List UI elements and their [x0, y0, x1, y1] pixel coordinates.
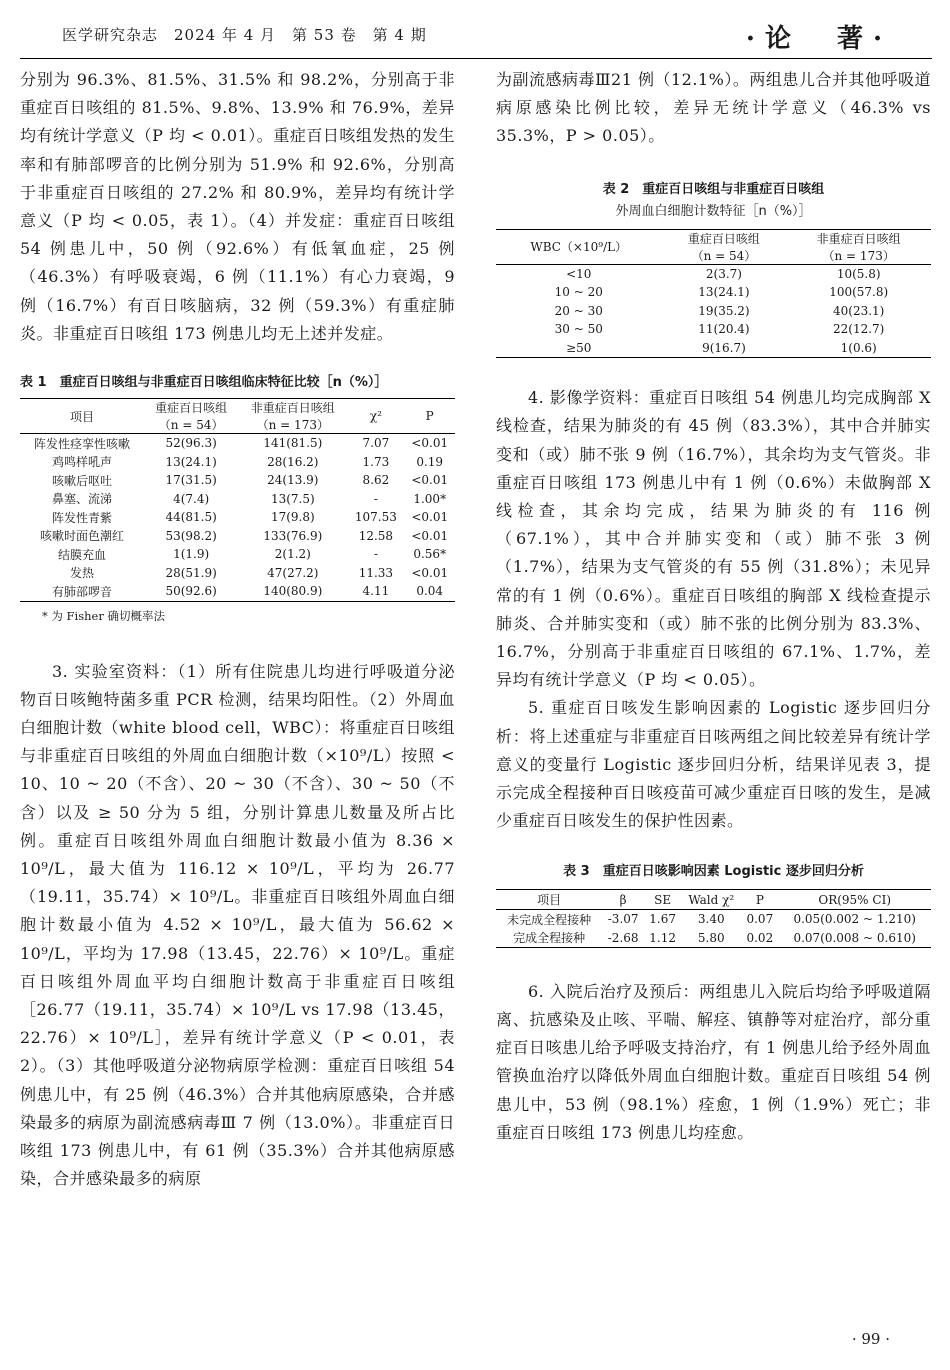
table2-header-wbc: WBC（×10⁹/L） — [530, 240, 628, 255]
table-cell: 10(5.8) — [836, 266, 881, 281]
table-row — [20, 545, 455, 564]
table-row — [20, 508, 455, 527]
table-cell: <0.01 — [411, 473, 449, 488]
table-cell: 发热 — [69, 566, 94, 581]
table3-header-beta: β — [619, 892, 627, 907]
table-cell: 0.02 — [746, 930, 774, 945]
table-row — [20, 564, 455, 583]
table-cell: 12.58 — [358, 528, 394, 543]
table3-header-or: OR(95% CI) — [818, 892, 892, 907]
table-row — [496, 909, 931, 928]
table-row — [496, 339, 931, 358]
table-cell: <0.01 — [411, 510, 449, 525]
header-rule — [20, 58, 932, 59]
table2-title-line1: 表 2 重症百日咳组与非重症百日咳组 — [602, 181, 825, 197]
table-cell: 0.19 — [416, 454, 444, 469]
table-cell: -3.07 — [607, 912, 639, 927]
table-cell: 阵发性痉挛性咳嗽 — [33, 436, 130, 451]
table1-header-p: P — [425, 409, 434, 424]
table-row — [20, 453, 455, 472]
table-cell: <10 — [566, 266, 592, 281]
table1-header-severe — [144, 399, 238, 434]
table-cell: 有肺部啰音 — [51, 584, 112, 599]
table-row — [20, 490, 455, 509]
table-cell: 24(13.9) — [267, 473, 319, 488]
table-cell: 140(80.9) — [263, 584, 323, 599]
right-column — [496, 66, 931, 1147]
table-cell: 4(7.4) — [173, 491, 210, 506]
table-cell: 0.05(0.002 ~ 1.210) — [793, 912, 916, 927]
table-cell: 30 ~ 50 — [554, 322, 603, 337]
table-cell: 1(0.6) — [840, 340, 877, 355]
table-cell: 0.56* — [413, 547, 447, 562]
table-row — [20, 471, 455, 490]
table-cell: 13(7.5) — [270, 491, 315, 506]
table-cell: 11.33 — [358, 565, 394, 580]
table-cell: 4.11 — [362, 584, 390, 599]
table-cell: <0.01 — [411, 436, 449, 451]
table-cell: 9(16.7) — [702, 340, 746, 355]
table3-header-item: 项目 — [537, 893, 562, 908]
table-cell: 鸡鸣样吼声 — [51, 455, 112, 470]
table1-title: 表 1 重症百日咳组与非重症百日咳组临床特征比较［n（%）］ — [20, 375, 388, 391]
table-cell: - — [373, 491, 378, 506]
table-cell: 22(12.7) — [833, 322, 885, 337]
table-cell: 107.53 — [354, 510, 397, 525]
section-label: ·论 著· — [745, 24, 892, 54]
imaging-paragraph: 4. 影像学资料：重症百日咳组 54 例患儿均完成胸部 X 线检查，结果为肺炎的有 45 例（83.3%），其中合并肺实变和（或）肺不张 9 例（16.7%），其余均为支气管炎。非重症百日咳组 173 例患儿中有 1 例（0.6%）未做胸部 X 线检查，其余均完成，结果为肺炎的有 116 例（67.1%），其中合并肺实变和（或）肺不张 3 例（1.7%），结果为支气管炎的有 55 例（31.8%）；未见异常的有 1 例（0.6%）。重症百日咳组的胸部 X 线检查提示肺炎、合并肺实变和（或）肺不张的比例分别为 83.3%、16.7%，分别高于非重症百日咳组的 67.1%、1.7%，差异均有统计学意义（P 均 < 0.05）。 — [496, 388, 931, 690]
table-row — [496, 320, 931, 339]
table-cell: 44(81.5) — [165, 510, 217, 525]
table-cell: 141(81.5) — [263, 436, 323, 451]
table3-header-se: SE — [654, 892, 672, 907]
table-cell: 28(16.2) — [267, 454, 319, 469]
table-row — [496, 928, 931, 947]
table-cell: 鼻塞、流涕 — [51, 492, 112, 507]
table-cell: 结膜充血 — [57, 547, 106, 562]
table2-header-nonsevere-label: 非重症百日咳组 — [816, 231, 901, 246]
table-row — [20, 434, 455, 453]
table-cell: 1(1.9) — [173, 547, 210, 562]
results-paragraph: 分别为 96.3%、81.5%、31.5% 和 98.2%，分别高于非重症百日咳组的 81.5%、9.8%、13.9% 和 76.9%，差异均有统计学意义（P 均 < 0.01）。重症百日咳组发热的发生率和有肺部啰音的比例分别为 51.9% 和 92.6%，分别高于非重症百日咳组的 27.2% 和 80.9%，差异均有统计学意义（P 均 < 0.05，表 1）。（4）并发症：重症百日咳组 54 例患儿中，50 例（92.6%）有低氧血症，25 例（46.3%）有呼吸衰竭，6 例（11.1%）有心力衰竭，9 例（16.7%）有百日咳脑病，32 例（59.3%）有重症肺炎。非重症百日咳组 173 例患儿均无上述并发症。 — [20, 70, 455, 343]
lab-paragraph: 3. 实验室资料：（1）所有住院患儿均进行呼吸道分泌物百日咳鲍特菌多重 PCR 检测，结果均阳性。（2）外周血白细胞计数（white blood cell，WBC）：将重症百日咳组与非重症百日咳组的外周血白细胞计数（×10⁹/L）按照 < 10、10 ~ 20（不含）、20 ~ 30（不含）、30 ~ 50（不含）以及 ≥ 50 分为 5 组，分别计算患儿数量及所占比例。重症百日咳组外周血白细胞计数最小值为 8.36 × 10⁹/L，最大值为 116.12 × 10⁹/L，平均为 26.77（19.11，35.74）× 10⁹/L。非重症百日咳组外周血白细胞计数最小值为 4.52 × 10⁹/L，最大值为 56.62 × 10⁹/L，平均为 17.98（13.45，22.76）× 10⁹/L。重症百日咳组外周血平均白细胞计数高于非重症百日咳组［26.77（19.11，35.74）× 10⁹/L vs 17.98（13.45，22.76）× 10⁹/L］，差异有统计学意义（P < 0.01，表 2）。（3）其他呼吸道分泌物病原学检测：重症百日咳组 54 例患儿中，有 25 例（46.3%）合并其他病原感染，合并感染最多的病原为副流感病毒Ⅲ 7 例（13.0%）。非重症百日咳组 173 例患儿中，有 61 例（35.3%）合并其他病原感染，合并感染最多的病原 — [20, 661, 455, 1189]
table-cell: 0.07 — [746, 912, 774, 927]
table1-header-nonsevere-label: 非重症百日咳组 — [250, 401, 335, 416]
table2-header-nonsevere — [786, 229, 931, 264]
table-cell: 13(24.1) — [698, 285, 750, 300]
table-row — [20, 582, 455, 601]
table-cell: 40(23.1) — [833, 303, 885, 318]
table-cell: 13(24.1) — [165, 454, 217, 469]
table-cell: 未完成全程接种 — [507, 912, 592, 927]
table-cell: -2.68 — [607, 930, 639, 945]
table-cell: 0.07(0.008 ~ 0.610) — [793, 930, 916, 945]
table-cell: ≥50 — [566, 340, 592, 355]
table-cell: 1.12 — [649, 930, 676, 945]
table-cell: 0.04 — [416, 584, 444, 599]
table2-header-severe-n: （n = 54） — [691, 248, 757, 263]
table-row — [496, 264, 931, 283]
table-cell: 1.73 — [362, 454, 390, 469]
pathogen-paragraph: 为副流感病毒Ⅲ21 例（12.1%）。两组患儿合并其他呼吸道病原感染比例比较，差异无统计学意义（46.3% vs 35.3%，P > 0.05）。 — [496, 70, 931, 146]
table-cell: 20 ~ 30 — [554, 303, 603, 318]
table1-header-nonsevere — [238, 399, 347, 434]
table-cell: 5.80 — [697, 930, 725, 945]
table-cell: <0.01 — [411, 565, 449, 580]
table2-title-line2: 外周血白细胞计数特征［n（%）］ — [615, 203, 812, 219]
table-cell: 7.07 — [362, 436, 390, 451]
table1-header-nonsevere-n: （n = 173） — [256, 418, 329, 433]
table-cell: 50(92.6) — [165, 584, 217, 599]
table-cell: 完成全程接种 — [513, 931, 586, 946]
table-cell: - — [373, 547, 378, 562]
table-cell: 8.62 — [362, 473, 390, 488]
table-cell: 咳嗽后呕吐 — [51, 473, 112, 488]
table-cell: 咳嗽时面色潮红 — [39, 529, 124, 544]
table2-header-nonsevere-n: （n = 173） — [822, 248, 895, 263]
table-cell: 2(1.2) — [274, 547, 311, 562]
table3-header-wald: Wald χ² — [688, 892, 735, 907]
page-header — [62, 20, 892, 56]
table-cell: 100(57.8) — [829, 285, 889, 300]
table-row — [20, 527, 455, 546]
table-cell: 3.40 — [697, 912, 725, 927]
table1-header-chi: χ² — [369, 409, 382, 424]
table-cell: 52(96.3) — [165, 436, 217, 451]
table-cell: 133(76.9) — [263, 528, 323, 543]
table1-header-severe-n: （n = 54） — [158, 418, 224, 433]
table-cell: 17(9.8) — [270, 510, 315, 525]
table-cell: 19(35.2) — [698, 303, 750, 318]
table-cell: 2(3.7) — [705, 266, 742, 281]
table3-header-p: P — [755, 892, 764, 907]
table-cell: 47(27.2) — [267, 565, 319, 580]
table-row — [496, 302, 931, 321]
table-cell: 53(98.2) — [165, 528, 217, 543]
table3-title: 表 3 重症百日咳影响因素 Logistic 逐步回归分析 — [563, 864, 864, 880]
table2 — [496, 229, 931, 359]
table-cell: 11(20.4) — [698, 322, 750, 337]
table1-header-severe-label: 重症百日咳组 — [155, 401, 228, 416]
table2-header-severe-label: 重症百日咳组 — [687, 231, 760, 246]
table-cell: 1.00* — [413, 491, 447, 506]
table1-footnote: * 为 Fisher 确切概率法 — [42, 608, 165, 623]
table-cell: 17(31.5) — [165, 473, 217, 488]
table-cell: 10 ~ 20 — [554, 285, 603, 300]
table-cell: 28(51.9) — [165, 565, 217, 580]
table1 — [20, 398, 455, 602]
table3 — [496, 889, 931, 948]
journal-info: 医学研究杂志 2024 年 4 月 第 53 卷 第 4 期 — [62, 26, 427, 44]
treatment-paragraph: 6. 入院后治疗及预后：两组患儿入院后均给予呼吸道隔离、抗感染及止咳、平喘、解痉、镇静等对症治疗，部分重症百日咳患儿给予呼吸支持治疗，有 1 例患儿给予经外周血管换血治疗以降低外周血白细胞计数。重症百日咳组 54 例患儿中，53 例（98.1%）痊愈，1 例（1.9%）死亡；非重症百日咳组 173 例患儿均痊愈。 — [496, 981, 931, 1142]
logistic-paragraph: 5. 重症百日咳发生影响因素的 Logistic 逐步回归分析：将上述重症与非重症百日咳两组之间比较差异有统计学意义的变量行 Logistic 逐步回归分析，结果详见表 3，提示完成全程接种百日咳疫苗可减少重症百日咳的发生，是减少重症百日咳发生的保护性因素。 — [496, 698, 931, 831]
table-row — [496, 283, 931, 302]
table1-header-item: 项目 — [69, 409, 94, 424]
table2-header-severe — [661, 229, 786, 264]
page-number: · 99 · — [851, 1330, 890, 1348]
table-cell: 1.67 — [649, 912, 676, 927]
table-cell: <0.01 — [411, 528, 449, 543]
table-cell: 阵发性青紫 — [51, 510, 112, 525]
left-column — [20, 66, 455, 1193]
